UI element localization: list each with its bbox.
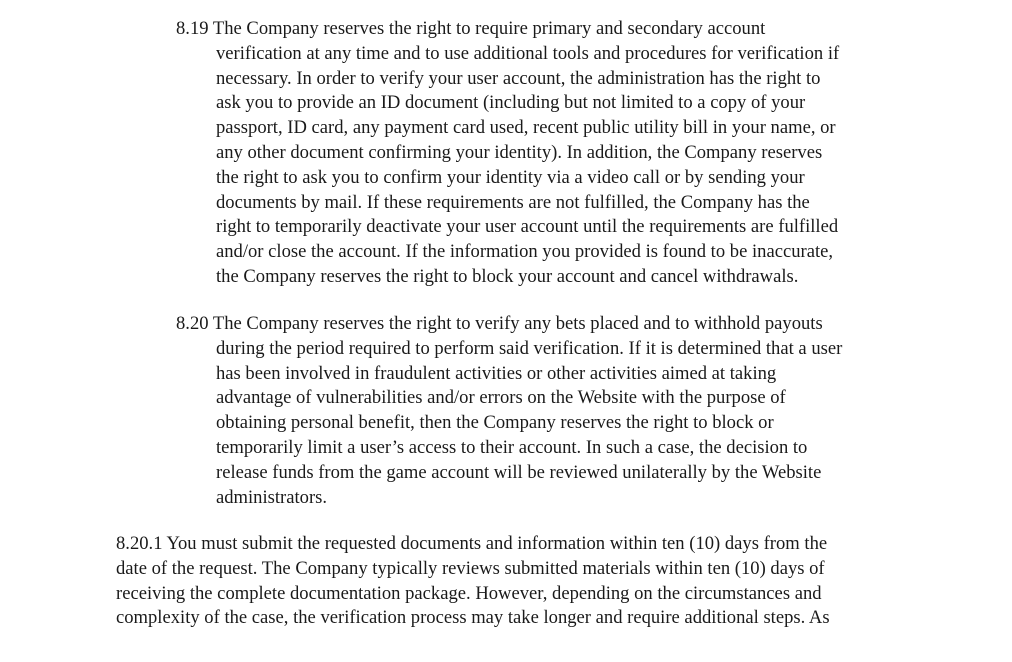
clause-line: release funds from the game account will be reviewed unilaterally by the Website	[216, 461, 822, 483]
clause-line: obtaining personal benefit, then the Company reserves the right to block or	[216, 412, 774, 434]
clause-line: documents by mail. If these requirements are not fulfilled, the Company has the	[216, 191, 810, 213]
clause-line: receiving the complete documentation package. However, depending on the circumstances and	[116, 582, 822, 604]
clause-line: complexity of the case, the verification process may take longer and require additional steps. As	[116, 607, 830, 629]
clause-8-20-1	[116, 532, 830, 631]
clause-line	[176, 312, 842, 337]
clause-line	[116, 532, 830, 557]
clause-line: verification at any time and to use additional tools and procedures for verification if	[216, 42, 840, 64]
clause-line: any other document confirming your identity). In addition, the Company reserves	[216, 141, 823, 163]
clause-8-19	[176, 17, 839, 290]
clause-line: right to temporarily deactivate your user account until the requirements are fulfilled	[216, 216, 839, 238]
clause-line: necessary. In order to verify your user account, the administration has the right to	[216, 67, 821, 89]
clause-number: 8.20.1	[116, 533, 163, 554]
clause-line: has been involved in fraudulent activities or other activities aimed at taking	[216, 362, 777, 384]
clause-line: and/or close the account. If the information you provided is found to be inaccurate,	[216, 241, 834, 263]
clause-number: 8.20	[176, 313, 209, 334]
clause-line: temporarily limit a user’s access to their account. In such a case, the decision to	[216, 436, 808, 458]
clause-line: advantage of vulnerabilities and/or errors on the Website with the purpose of	[216, 387, 786, 409]
clause-number: 8.19	[176, 18, 209, 39]
clause-text: The Company reserves the right to require primary and secondary account	[208, 18, 766, 39]
clause-line: the right to ask you to confirm your identity via a video call or by sending your	[216, 166, 805, 188]
clause-line: ask you to provide an ID document (including but not limited to a copy of your	[216, 92, 806, 114]
clause-8-20	[176, 312, 842, 510]
clause-line: the Company reserves the right to block your account and cancel withdrawals.	[216, 265, 799, 287]
clause-line: administrators.	[216, 486, 328, 508]
clause-line: passport, ID card, any payment card used, recent public utility bill in your name, or	[216, 117, 836, 139]
clause-line: during the period required to perform said verification. If it is determined that a user	[216, 337, 843, 359]
clause-text: The Company reserves the right to verify any bets placed and to withhold payouts	[208, 313, 823, 334]
clause-line	[176, 17, 839, 42]
clause-line: date of the request. The Company typically reviews submitted materials within ten (10) days of	[116, 557, 825, 579]
clause-text: You must submit the requested documents and information within ten (10) days from the	[162, 533, 828, 554]
